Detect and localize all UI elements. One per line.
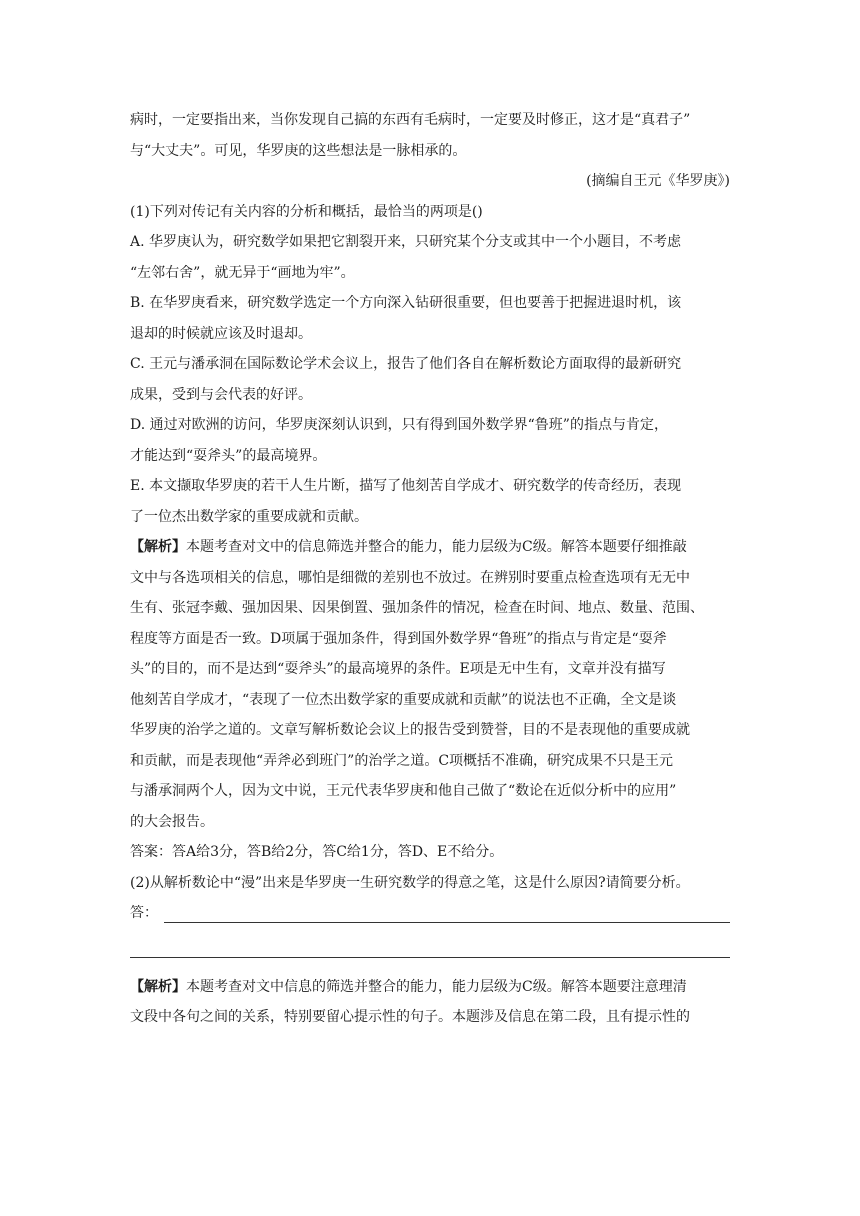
option-e-line: 了一位杰出数学家的重要成就和贡献。 — [130, 508, 368, 525]
analysis-line: 和贡献，而是表现他“弄斧必到班门”的治学之道。C项概括不准确，研究成果不只是王元 — [130, 752, 674, 769]
analysis-line: 生有、张冠李戴、强加因果、因果倒置、强加条件的情况，检查在时间、地点、数量、范围、 — [130, 600, 704, 616]
option-a-line: A. 华罗庚认为，研究数学如果把它割裂开来，只研究某个分支或其中一个小题目，不考虑 — [130, 234, 682, 250]
option-d-line: 才能达到“耍斧头”的最高境界。 — [130, 447, 327, 464]
analysis-line: 他刻苦自学成才，“表现了一位杰出数学家的重要成就和贡献”的说法也不正确，全文是谈 — [130, 691, 677, 708]
analysis-tag: 【解析】 — [130, 978, 186, 995]
analysis-line: 文中与各选项相关的信息，哪怕是细微的差别也不放过。在辨别时要重点检查选项有无无中 — [130, 569, 690, 586]
source-citation: (摘编自王元《华罗庚》) — [586, 173, 730, 189]
answer-row — [130, 898, 730, 929]
answer-label: 答： — [130, 905, 158, 921]
analysis-line: 头”的目的，而不是达到“耍斧头”的最高境界的条件。E项是无中生有，文章并没有描写 — [130, 661, 666, 677]
answer-blank-line[interactable] — [164, 902, 730, 923]
document-page — [130, 105, 730, 1033]
question-1-stem: (1)下列对传记有关内容的分析和概括，最恰当的两项是() — [130, 203, 483, 220]
option-c-line: 成果，受到与会代表的好评。 — [130, 386, 312, 403]
answer-blank-line[interactable] — [130, 929, 730, 958]
option-c-line: C. 王元与潘承洞在国际数论学术会议上，报告了他们各自在解析数论方面取得的最新研究 — [130, 356, 682, 372]
analysis-line: 与潘承洞两个人，因为文中说，王元代表华罗庚和他自己做了“数论在近似分析中的应用” — [130, 783, 677, 799]
option-e-line: E. 本文撷取华罗庚的若干人生片断，描写了他刻苦自学成才、研究数学的传奇经历，表现 — [130, 478, 682, 494]
option-d-line: D. 通过对欧洲的访问，华罗庚深刻认识到，只有得到国外数学界“鲁班”的指点与肯定， — [130, 417, 668, 433]
option-b-line: 退却的时候就应该及时退却。 — [130, 325, 312, 342]
analysis-tag: 【解析】 — [130, 539, 186, 555]
analysis-line — [130, 972, 730, 1003]
answer-key: 答案：答A给3分，答B给2分，答C给1分，答D、E不给分。 — [130, 844, 504, 860]
question-2-stem: (2)从解析数论中“漫”出来是华罗庚一生研究数学的得意之笔，这是什么原因?请简要分析。 — [130, 874, 690, 891]
analysis-line: 华罗庚的治学之道的。文章写解析数论会议上的报告受到赞誉，目的不是表现他的重要成就 — [130, 722, 690, 738]
analysis-line: 程度等方面是否一致。D项属于强加条件，得到国外数学界“鲁班”的指点与肯定是“耍斧 — [130, 630, 667, 647]
passage-line: 病时，一定要指出来，当你发现自己搞的东西有毛病时，一定要及时修正，这才是“真君子” — [130, 112, 691, 128]
passage-line: 与“大丈夫”。可见，华罗庚的这些想法是一脉相承的。 — [130, 142, 467, 159]
analysis-text: 本题考查对文中的信息筛选并整合的能力，能力层级为C级。解答本题要仔细推敲 — [186, 539, 687, 555]
option-a-line: “左邻右舍”，就无异于“画地为牢”。 — [130, 264, 355, 281]
option-b-line: B. 在华罗庚看来，研究数学选定一个方向深入钻研很重要，但也要善于把握进退时机，该 — [130, 295, 682, 311]
analysis-line: 的大会报告。 — [130, 813, 214, 830]
analysis-text: 本题考查对文中信息的筛选并整合的能力，能力层级为C级。解答本题要注意理清 — [186, 978, 687, 995]
analysis-line: 文段中各句之间的关系，特别要留心提示性的句子。本题涉及信息在第二段，且有提示性的 — [130, 1009, 690, 1025]
analysis-line — [130, 532, 730, 563]
